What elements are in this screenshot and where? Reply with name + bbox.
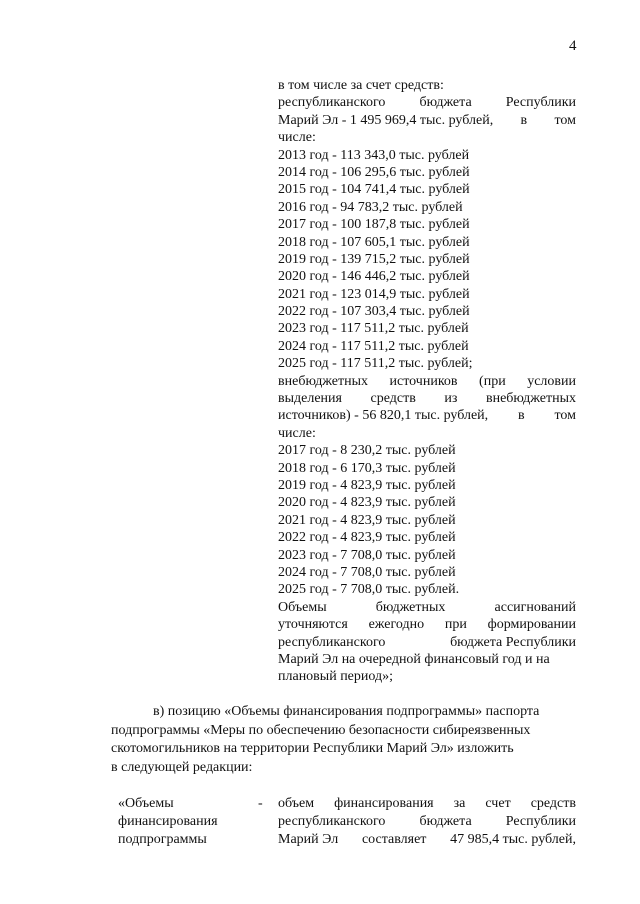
word-group: из	[444, 391, 458, 407]
word-group: бюджета	[419, 95, 472, 111]
word-group: Республики	[505, 813, 576, 829]
word-group: финансирования	[334, 796, 434, 811]
text-line	[111, 759, 578, 778]
text-line: 2021 год - 4 823,9 тыс. рублей	[278, 512, 456, 528]
text-line: «Объемы	[118, 796, 174, 811]
word-group: том	[554, 408, 576, 424]
text-line: 2013 год - 113 343,0 тыс. рублей	[278, 147, 470, 163]
text-line	[111, 703, 578, 722]
word-group: числе:	[278, 130, 316, 146]
word-group: за	[453, 796, 466, 811]
word-group: республиканского	[278, 634, 386, 650]
text-line: 2023 год - 117 511,2 тыс. рублей	[278, 321, 469, 337]
word-group: (при	[479, 373, 506, 389]
text-line	[111, 722, 578, 741]
republic-budget-text	[278, 94, 576, 146]
text-line: 2015 год - 104 741,4 тыс. рублей	[278, 182, 470, 198]
funding-intro: в том числе за счет средств:	[278, 78, 444, 93]
word-group: условии	[527, 373, 576, 389]
republic-budget-years	[278, 147, 576, 373]
word-group: внебюджетных	[485, 391, 576, 407]
text-line: 2016 год - 94 783,2 тыс. рублей	[278, 199, 463, 215]
text-line	[278, 634, 576, 651]
text-line: 2022 год - 107 303,4 тыс. рублей	[278, 304, 470, 320]
text-line: 2017 год - 8 230,2 тыс. рублей	[278, 443, 456, 459]
word-group: при	[444, 617, 467, 633]
text-line: 2018 год - 107 605,1 тыс. рублей	[278, 234, 470, 250]
word-group: бюджета	[419, 813, 472, 829]
word-group: бюджетных	[375, 599, 446, 615]
text-line: 2021 год - 123 014,9 тыс. рублей	[278, 286, 470, 302]
word-group: бюджета Республики	[450, 634, 576, 650]
word-group: скотомогильников на территории Республики Марий Эл» изложить	[111, 741, 514, 756]
text-line: 2025 год - 7 708,0 тыс. рублей.	[278, 582, 460, 598]
text-line: 2022 год - 4 823,9 тыс. рублей	[278, 530, 456, 546]
text-line	[278, 94, 576, 111]
word-group: Марий Эл на очередной финансовый год и на	[278, 651, 550, 667]
text-line: 2014 год - 106 295,6 тыс. рублей	[278, 164, 470, 180]
word-group: числе:	[278, 425, 316, 441]
word-group: средств	[530, 796, 576, 811]
word-group: 47 985,4 тыс. рублей,	[450, 831, 576, 847]
table-dash: -	[258, 796, 263, 811]
text-line	[278, 616, 576, 633]
text-line	[278, 407, 576, 424]
word-group: источников) - 56 820,1 тыс. рублей,	[278, 408, 489, 424]
word-group: выделения	[278, 391, 342, 407]
table-left-cell	[118, 795, 278, 848]
extrabudget-years	[278, 442, 576, 599]
word-group: в	[518, 408, 525, 424]
extrabudget-text	[278, 373, 576, 443]
text-line: финансирования	[118, 813, 218, 829]
text-line	[278, 831, 576, 849]
word-group: Объемы	[278, 599, 327, 615]
word-group: средств	[370, 391, 416, 407]
word-group: Республики	[505, 95, 576, 111]
text-line	[278, 599, 576, 616]
word-group: составляет	[361, 831, 427, 847]
text-line: 2017 год - 100 187,8 тыс. рублей	[278, 217, 470, 233]
word-group: источников	[389, 373, 458, 389]
word-group: внебюджетных	[278, 373, 369, 389]
word-group: республиканского	[278, 95, 386, 111]
text-line: 2020 год - 146 446,2 тыс. рублей	[278, 269, 470, 285]
text-line: 2019 год - 139 715,2 тыс. рублей	[278, 251, 470, 267]
word-group: в) позицию «Объемы финансирования подпрограммы» паспорта	[153, 704, 540, 719]
text-line	[278, 129, 576, 146]
word-group: Марий Эл - 1 495 969,4 тыс. рублей,	[278, 112, 494, 128]
word-group: том	[554, 112, 576, 128]
word-group: формировании	[487, 617, 576, 633]
word-group: ежегодно	[368, 617, 425, 633]
table-right-cell	[278, 795, 576, 848]
word-group: счет	[485, 796, 511, 811]
text-line: подпрограммы	[118, 831, 207, 847]
text-line: 2023 год - 7 708,0 тыс. рублей	[278, 547, 456, 563]
word-group: в	[520, 112, 528, 128]
word-group: уточняются	[278, 617, 348, 633]
text-line: 2020 год - 4 823,9 тыс. рублей	[278, 495, 456, 511]
word-group: в следующей редакции:	[111, 759, 253, 775]
word-group: плановый период»;	[278, 669, 394, 685]
main-paragraph	[111, 703, 578, 777]
text-line	[278, 668, 576, 685]
text-line: 2024 год - 7 708,0 тыс. рублей	[278, 564, 456, 580]
page-number: 4	[569, 38, 577, 54]
text-line	[111, 740, 578, 759]
text-line: 2019 год - 4 823,9 тыс. рублей	[278, 477, 456, 493]
word-group: ассигнований	[494, 599, 576, 615]
text-line: 2024 год - 117 511,2 тыс. рублей	[278, 338, 469, 354]
word-group: Марий Эл	[278, 831, 339, 847]
text-line	[278, 795, 576, 813]
word-group: республиканского	[278, 813, 386, 829]
text-line: 2018 год - 6 170,3 тыс. рублей	[278, 460, 456, 476]
text-line	[278, 390, 576, 407]
word-group: подпрограммы «Меры по обеспечению безопасности сибиреязвенных	[111, 722, 531, 738]
allocation-note	[278, 599, 576, 686]
text-line: 2025 год - 117 511,2 тыс. рублей;	[278, 356, 473, 372]
text-line	[278, 651, 576, 668]
word-group: объем	[278, 796, 315, 811]
text-line	[278, 112, 576, 129]
text-line	[278, 425, 576, 442]
text-line	[278, 813, 576, 831]
text-line	[278, 373, 576, 390]
funding-block	[278, 77, 576, 686]
